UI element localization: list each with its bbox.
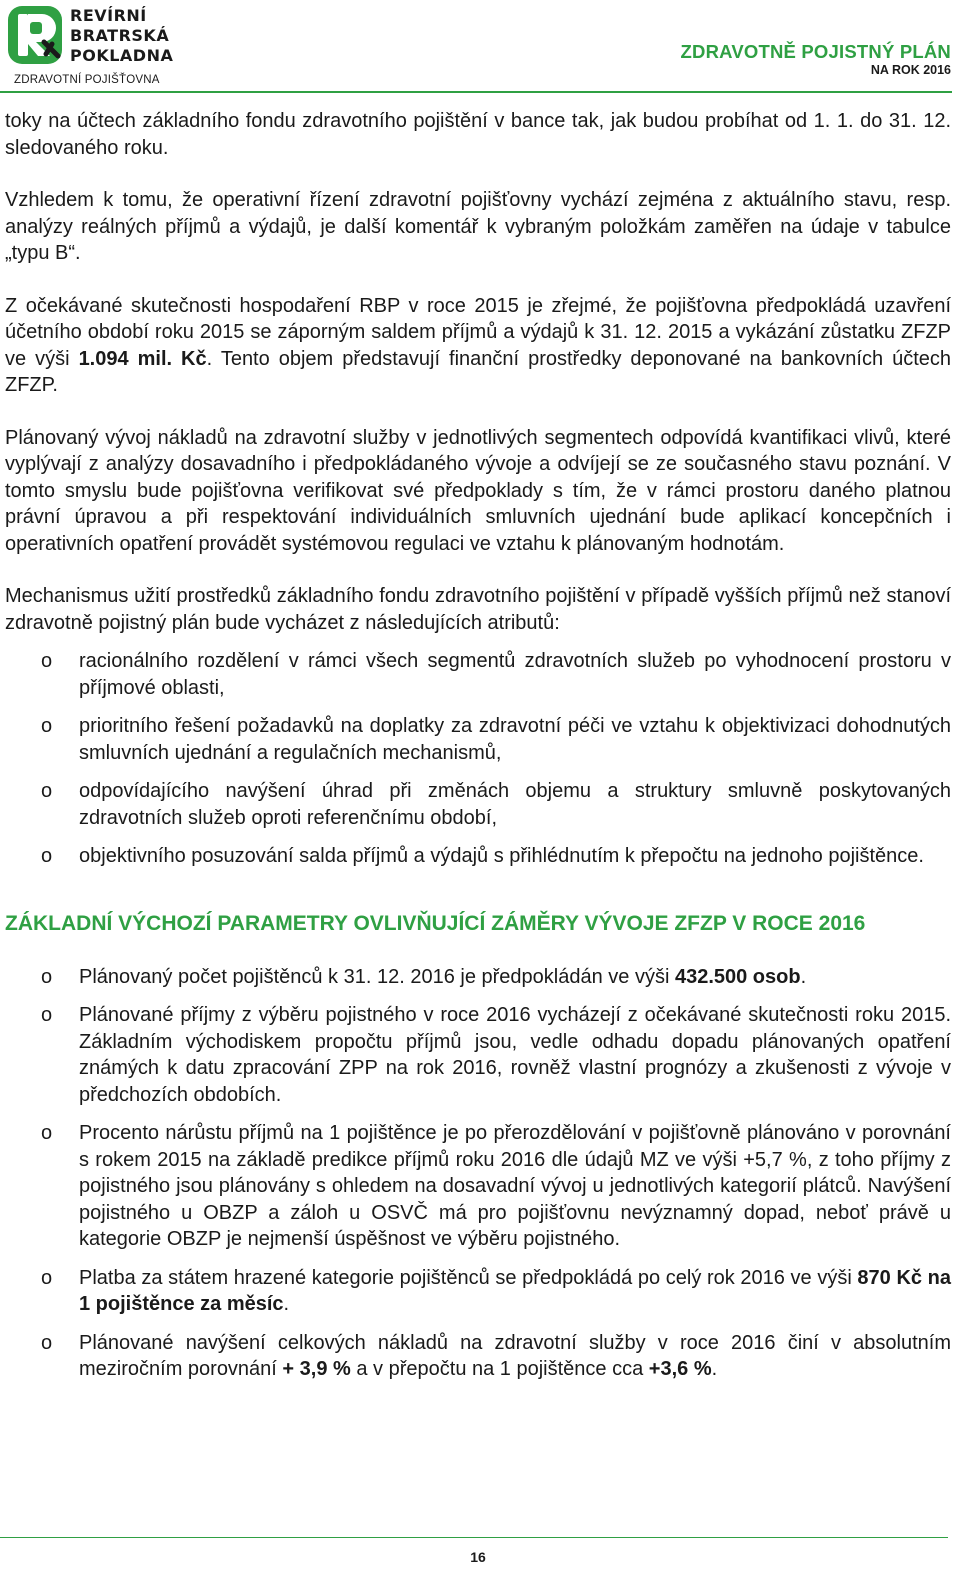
list-item (5, 964, 951, 991)
text-run: . (283, 1293, 290, 1315)
logo-line-3: POKLADNA (70, 46, 174, 65)
plan-title: ZDRAVOTNĚ POJISTNÝ PLÁN (680, 41, 951, 62)
list-item (5, 778, 951, 831)
list-item-text (79, 780, 951, 829)
attribute-list (5, 648, 951, 870)
list-item-text (79, 845, 924, 867)
list-item (5, 1330, 951, 1383)
bold-text: 432.500 osob (674, 965, 801, 988)
page-header (0, 0, 960, 92)
text-run: Z očekávané skutečnosti hospodaření RBP v roce 2015 je zřejmé, že pojišťovna předpokládá uzavření účetního období roku 2015 se záporným saldem příjmů a výdajů k 31. 12. 2015 a vykázání zůstatku ZFZP ve výši (5, 294, 951, 370)
list-item-text (79, 1004, 951, 1106)
list-item-text (79, 966, 806, 988)
text-run: . Tento objem představují finanční prostředky deponované na bankovních účtech ZFZP. (5, 347, 951, 396)
text-run: Plánované navýšení celkových nákladů na zdravotní služby v roce 2016 činí v absolutním meziročním porovnání (79, 1331, 951, 1380)
paragraph (5, 583, 951, 636)
header-divider (0, 91, 952, 93)
paragraph (5, 425, 951, 558)
document-body (5, 108, 951, 1395)
text-run: prioritního řešení požadavků na doplatky za zdravotní péči ve vztahu k objektivizaci dohodnutých smluvních ujednání a regulačních mechanismů, (79, 715, 951, 764)
list-item (5, 1120, 951, 1253)
bullet: o (41, 965, 53, 988)
parameter-list (5, 964, 951, 1383)
list-item-text (79, 1122, 951, 1250)
paragraph (5, 293, 951, 399)
text-run: Plánované příjmy z výběru pojistného v roce 2016 vycházejí z očekávané skutečnosti roku 2015. Základním východiskem propočtu příjmů jsou, vedle odhadu dopadu plánovaných opatření známých k datu zpracování ZPP na rok 2016, rovněž vlastní prognózy a zkušenosti z vývoje v předchozích obdobích. (79, 1004, 951, 1106)
bold-text: 1.094 mil. Kč (78, 347, 207, 370)
logo-line-2: BRATRSKÁ (70, 26, 170, 45)
text-run: Platba za státem hrazené kategorie pojištěnců se předpokládá po celý rok 2016 ve výši (79, 1266, 858, 1289)
list-item (5, 713, 951, 766)
text-run: Plánovaný počet pojištěnců k 31. 12. 2016 je předpokládán ve výši (79, 965, 675, 988)
text-run: odpovídajícího navýšení úhrad při změnách objemu a struktury smluvně poskytovaných zdravotních služeb oproti referenčnímu období, (79, 780, 951, 829)
paragraph (5, 187, 951, 267)
text-run: Vzhledem k tomu, že operativní řízení zdravotní pojišťovny vychází zejména z aktuálního stavu, resp. analýzy reálných příjmů a výdajů, je další komentář k vybraným položkám zaměřen na údaje v tabulce „typu B“. (5, 189, 951, 264)
text-run: Mechanismus užití prostředků základního fondu zdravotního pojištění v případě vyšších příjmů než stanoví zdravotně pojistný plán bude vycházet z následujících atributů: (5, 585, 951, 634)
text-run: Plánovaný vývoj nákladů na zdravotní služby v jednotlivých segmentech odpovídá kvantifikaci vlivů, které vyplývají z analýzy dosavadního i předpokládaného vývoje a odvíjejí se ze současného stavu poznání. V tomto smyslu bude pojišťovna verifikovat své předpoklady s tím, že v rámci prostoru daného platnou právní úpravou a při respektování individuálních smluvních ujednání bude aplikací koncepčních i operativních opatření provádět systémovou regulaci ve vztahu k plánovaným hodnotám. (5, 426, 951, 555)
bullet: o (41, 845, 53, 867)
footer-divider (0, 1537, 948, 1538)
logo-wordmark (70, 6, 174, 66)
rbp-logo-icon (6, 4, 66, 70)
page-number: 16 (470, 1549, 486, 1565)
list-item-text (79, 715, 951, 764)
bullet: o (41, 1122, 53, 1144)
bold-text: 870 Kč na 1 pojištěnce za měsíc (79, 1266, 951, 1315)
text-run: . (800, 965, 807, 988)
list-item-text (79, 1267, 951, 1316)
text-run: Procento nárůstu příjmů na 1 pojištěnce je po přerozdělování v pojišťovně plánováno v porovnání s rokem 2015 na základě predikce příjmů roku 2016 dle údajů MZ ve výši +5,7 %, z toho příjmy z pojistného jsou plánovány s ohledem na dosavadní vývoj u jednotlivých kategorií plátců. Navýšení pojistného u OBZP a záloh u OSVČ má pro pojišťovnu nevýznamný dopad, neboť právě u kategorie OBZP je nejmenší úspěšnost ve výběru pojistného. (79, 1122, 951, 1250)
text-run: racionálního rozdělení v rámci všech segmentů zdravotních služeb po vyhodnocení prostoru v příjmové oblasti, (79, 650, 951, 699)
list-item-text (79, 1332, 951, 1381)
document-title (681, 42, 951, 78)
bullet: o (41, 715, 53, 737)
company-logo (6, 4, 174, 88)
text-run: a v přepočtu na 1 pojištěnce cca (350, 1358, 649, 1380)
bold-text: +3,6 % (648, 1358, 712, 1380)
bold-text: + 3,9 % (282, 1358, 351, 1380)
list-item (5, 1265, 951, 1318)
text-run: toky na účtech základního fondu zdravotního pojištění v bance tak, jak budou probíhat od 1. 1. do 31. 12. sledovaného roku. (5, 110, 951, 159)
list-item (5, 843, 951, 870)
text-run: objektivního posuzování salda příjmů a výdajů s přihlédnutím k přepočtu na jednoho pojištěnce. (79, 845, 924, 867)
bullet: o (41, 780, 53, 802)
logo-line-1: REVÍRNÍ (70, 6, 147, 25)
bullet: o (41, 1331, 53, 1354)
list-item (5, 648, 951, 701)
bullet: o (41, 1266, 53, 1289)
logo-subtitle: ZDRAVOTNÍ POJIŠŤOVNA (14, 74, 160, 86)
section-heading: ZÁKLADNÍ VÝCHOZÍ PARAMETRY OVLIVŇUJÍCÍ ZÁMĚRY VÝVOJE ZFZP V ROCE 2016 (5, 911, 866, 935)
list-item (5, 1002, 951, 1108)
paragraph (5, 108, 951, 161)
plan-year: NA ROK 2016 (870, 63, 951, 77)
bullet: o (41, 1004, 53, 1026)
text-run: . (711, 1358, 718, 1380)
list-item-text (79, 650, 951, 699)
bullet: o (41, 650, 53, 672)
